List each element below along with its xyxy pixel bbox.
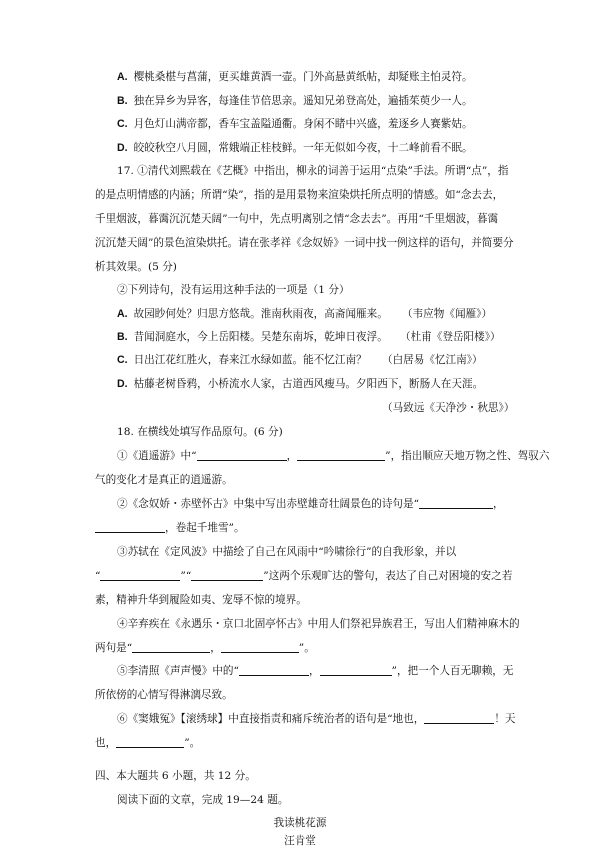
answer-blank[interactable]: [132, 641, 210, 653]
q18-item-3-cont: 素，精神升华到履险如夷、宠辱不惊的境界。: [95, 594, 307, 606]
q16-option-c: C. 月色灯山满帝都，香车宝盖隘通衢。身闲不睹中兴盛，羞逐乡人赛紫姑。: [117, 118, 473, 130]
q18-item-4-cont: 两句是“ ， ”。: [95, 642, 315, 654]
q18-item-3: ③苏轼在《定风波》中描绘了自己在风雨中“吟啸徐行”的自我形象，并以: [117, 546, 457, 558]
q16-option-d: D. 皎皎秋空八月圆，常娥端正桂枝鲜。一年无似如今夜，十二峰前看不眠。: [117, 142, 473, 154]
answer-blank[interactable]: [116, 736, 184, 748]
q17-option-a: A. 故园眇何处？归思方悠哉。淮南秋雨夜，高斋闻雁来。: [117, 308, 388, 320]
q18-item-1: ①《逍遥游》中“ ， ”，指出顺应天地万物之性、驾驭六: [117, 450, 550, 462]
q17-option-b: B. 昔闻洞庭水，今上岳阳楼。吴楚东南坼，乾坤日夜浮。: [117, 331, 388, 343]
q18-item-4: ④辛弃疾在《永遇乐・京口北固亭怀古》中用人们祭祀异族君王，写出人们精神麻木的: [117, 618, 520, 630]
section-heading: 四、本大题共 6 小题，共 12 分。: [95, 770, 256, 782]
q18-item-5-cont: 所依傍的心情写得淋漓尽致。: [95, 689, 233, 701]
q17-sub-question: ②下列诗句，没有运用这种手法的一项是（1 分）: [117, 284, 350, 296]
q17-option-c: C. 日出江花红胜火，春来江水绿如蓝。能不忆江南？: [117, 354, 367, 366]
article-author: 汪肯堂: [284, 835, 316, 847]
q16-option-b: B. 独在异乡为异客，每逢佳节倍思亲。遥知兄弟登高处，遍插茱萸少一人。: [117, 95, 473, 107]
q18-item-2-cont: ，卷起千堆雪”。: [95, 521, 245, 535]
q17-text-line: 17. ①清代刘熙载在《艺概》中指出，柳永的词善于运用“点染”手法。所谓“点”，指: [117, 165, 509, 177]
q18-title: 18. 在横线处填写作品原句。(6 分): [117, 426, 283, 438]
answer-blank[interactable]: [424, 712, 494, 724]
q17-option-b-source: （杜甫《登岳阳楼》）: [400, 331, 501, 343]
q17-option-c-source: （白居易《忆江南》）: [382, 354, 483, 366]
q17-option-d-source: （马致远《天净沙・秋思》）: [382, 402, 515, 414]
answer-blank[interactable]: [320, 664, 392, 676]
q18-item-2: ②《念奴娇・赤壁怀古》中集中写出赤壁雄奇壮阔景色的诗句是“ ，: [117, 498, 504, 510]
q16-option-a: A. 樱桃桑椹与菖蒲，更买雄黄酒一壶。门外高悬黄纸帖，却疑账主怕灵符。: [117, 71, 473, 83]
q17-option-a-source: （韦应物《闻雁》）: [402, 308, 493, 320]
answer-blank[interactable]: [297, 449, 385, 461]
q18-item-5: ⑤李清照《声声慢》中的“ ， ”，把一个人百无聊赖，无: [117, 665, 514, 677]
answer-blank[interactable]: [221, 641, 299, 653]
q18-item-6: ⑥《窦娥冤》【滚绣球】中直接指责和痛斥统治者的语句是“地也， ！天: [117, 713, 516, 725]
q18-item-1-cont: 气的变化才是真正的逍遥游。: [95, 474, 233, 486]
q18-item-6-cont: 也， ”。: [95, 737, 201, 749]
section-instruction: 阅读下面的文章，完成 19—24 题。: [117, 794, 289, 806]
answer-blank[interactable]: [239, 664, 309, 676]
article-title: 我读桃花源: [273, 817, 327, 829]
q17-text-line: 沉沉楚天阔”的景色渲染烘托。请在张孝祥《念奴娇》一词中找一例这样的语句，并简要分: [95, 237, 514, 249]
answer-blank[interactable]: [191, 569, 263, 581]
answer-blank[interactable]: [197, 449, 287, 461]
q17-text-line: 的是点明情感的内涵；所谓“染”，指的是用景物来渲染烘托所点明的情感。如“念去去，: [95, 189, 504, 201]
q17-text-line: 析其效果。(5 分): [95, 261, 177, 273]
q17-option-d: D. 枯藤老树昏鸦，小桥流水人家，古道西风瘦马。夕阳西下，断肠人在天涯。: [117, 378, 484, 390]
q17-text-line: 千里烟波，暮霭沉沉楚天阔”一句中，先点明离别之情“念去去”。再用“千里烟波，暮霭: [95, 213, 499, 225]
answer-blank[interactable]: [95, 521, 165, 533]
q18-item-3-cont: “ ”“ ”这两个乐观旷达的警句，表达了自己对困境的安之若: [95, 570, 513, 582]
answer-blank[interactable]: [100, 569, 180, 581]
answer-blank[interactable]: [419, 497, 493, 509]
